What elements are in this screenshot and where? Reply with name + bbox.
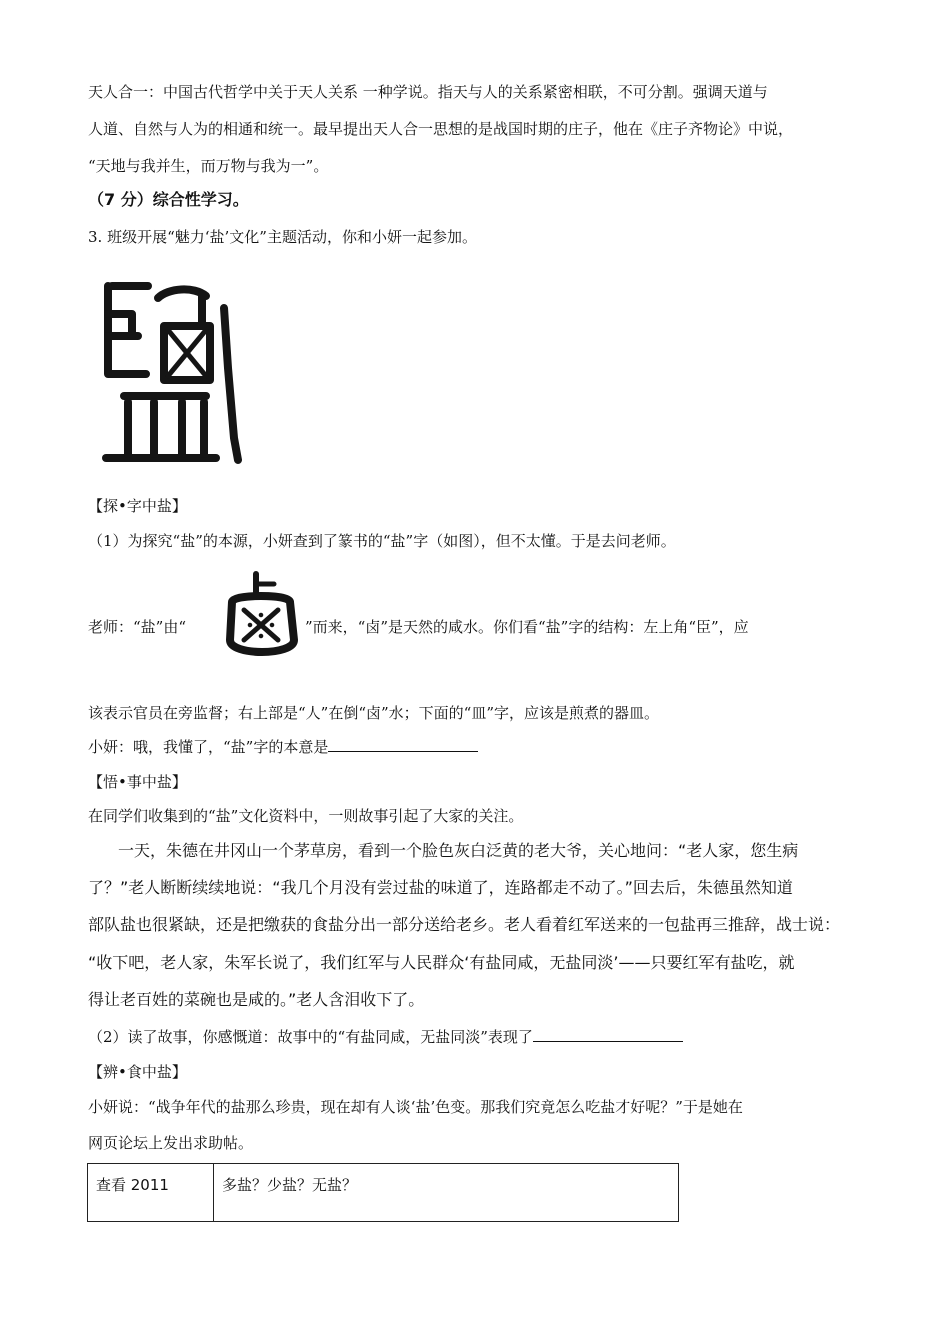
story-line-4: “收下吧，老人家，朱军长说了，我们红军与人民群众‘有盐同咸，无盐同淡’——只要红军有盐吃，就 xyxy=(88,953,795,972)
seal-script-lu-image xyxy=(222,570,302,662)
explore-question-1: （1）为探究“盐”的本源，小妍查到了篆书的“盐”字（如图），但不太懂。于是去问老师。 xyxy=(88,532,676,550)
understand-intro: 在同学们收集到的“盐”文化资料中，一则故事引起了大家的关注。 xyxy=(88,807,524,825)
story-line-1: 一天，朱德在井冈山一个茅草房，看到一个脸色灰白泛黄的老大爷，关心地问：“老人家，您生病 xyxy=(118,841,799,860)
distinguish-line-1: 小妍说：“战争年代的盐那么珍贵，现在却有人谈‘盐’色变。那我们究竟怎么吃盐才好呢？”于是她在 xyxy=(88,1098,743,1116)
teacher-line-2: 该表示官员在旁监督；右上部是“人”在倒“卤”水；下面的“皿”字，应该是煎煮的器皿。 xyxy=(88,704,660,722)
forum-post-row xyxy=(88,1164,679,1222)
teacher-line-1-start: 老师：“盐”由“ xyxy=(88,618,187,636)
forum-post-title-cell[interactable]: 多盐？少盐？无盐？ xyxy=(214,1164,679,1222)
seal-script-salt-image xyxy=(98,278,248,468)
intro-line-2: 人道、自然与人为的相通和统一。最早提出天人合一思想的是战国时期的庄子，他在《庄子齐物论》中说， xyxy=(88,120,794,138)
understand-heading: 【悟•事中盐】 xyxy=(88,773,187,791)
story-line-3: 部队盐也很紧缺，还是把缴获的食盐分出一部分送给老乡。老人看着红军送来的一包盐再三推辞，战士说： xyxy=(88,915,841,934)
question-3-prompt: 3. 班级开展“魅力‘盐’文化”主题活动，你和小妍一起参加。 xyxy=(88,228,477,246)
story-line-2: 了？”老人断断续续地说：“我几个月没有尝过盐的味道了，连路都走不动了。”回去后，朱德虽然知道 xyxy=(88,878,793,897)
xiaoyan-answer-prompt: 小妍：哦，我懂了，“盐”字的本意是 xyxy=(88,738,329,756)
story-line-5: 得让老百姓的菜碗也是咸的。”老人含泪收下了。 xyxy=(88,990,425,1009)
question-2-prompt: （2）读了故事，你感慨道：故事中的“有盐同咸，无盐同淡”表现了 xyxy=(88,1028,533,1046)
answer-blank-1[interactable] xyxy=(328,737,478,752)
section-heading: （7 分）综合性学习。 xyxy=(88,190,249,209)
distinguish-line-2: 网页论坛上发出求助帖。 xyxy=(88,1134,254,1152)
forum-views-cell: 查看 2011 xyxy=(88,1164,214,1222)
intro-line-1: 天人合一：中国古代哲学中关于天人关系 一种学说。指天与人的关系紧密相联，不可分割。强调天道与 xyxy=(88,83,768,101)
explore-heading: 【探•字中盐】 xyxy=(88,497,187,515)
question-2-line xyxy=(88,1027,683,1047)
intro-line-3: “天地与我并生，而万物与我为一”。 xyxy=(88,157,329,175)
teacher-line-1-end: ”而来，“卤”是天然的咸水。你们看“盐”字的结构：左上角“臣”，应 xyxy=(305,618,749,636)
answer-blank-2[interactable] xyxy=(533,1027,683,1042)
forum-post-table xyxy=(87,1163,679,1222)
xiaoyan-answer-line xyxy=(88,737,478,757)
distinguish-heading: 【辨•食中盐】 xyxy=(88,1063,187,1081)
